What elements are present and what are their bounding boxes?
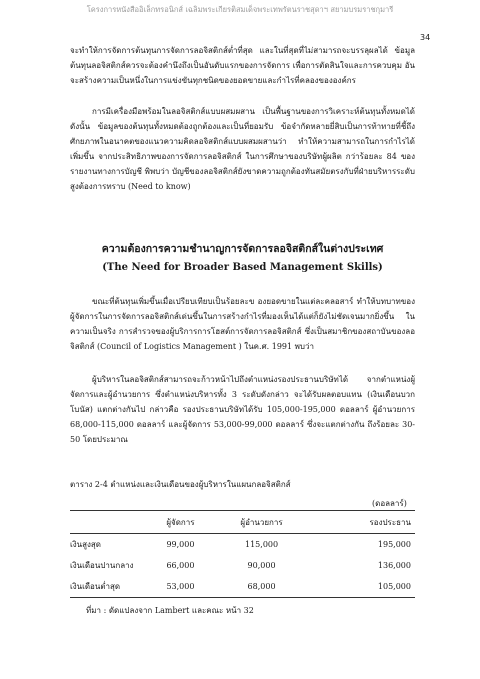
table-cell: 53,000	[166, 582, 195, 591]
table-row	[70, 555, 415, 576]
table-cell: 105,000	[377, 582, 411, 591]
table-cell: 99,000	[166, 540, 195, 549]
table-caption: ตาราง 2-4 ตำแหน่งและเงินเดือนของผู้บริหารในแผนกลอจิสติกส์	[70, 480, 291, 489]
table-header-cell: ผู้จัดการ	[166, 517, 195, 527]
table-row	[70, 534, 415, 556]
table-header-row	[70, 511, 415, 534]
paragraph-3: ขณะที่ต้นทุนเพิ่มขึ้นเมื่อเปรียบเทียบเป็นร้อยละข องยอดขายในแต่ละคลอสาร์ ทำให้บทบาทของผู้จัดการในการจัดการลอจิสติกส์เด่นขึ้นในการสร้างกำไรที่มองเห็นได้แต่ก็ยังไม่ชัดเจนมากยิ่งขึ้น ในความเป็นจริง การสำรวจของผู้บริการการโฮสต์การจัดการลอจิสติกส์ ซึ่งเป็นสมาชิกของสถาบันของลอจิสติกส์ (Council of Logistics Management ) ในค.ศ. 1991 พบว่า	[70, 297, 415, 351]
table-cell: 66,000	[166, 561, 195, 570]
table-cell: เงินสูงสุด	[70, 540, 101, 549]
table-cell: 195,000	[377, 540, 411, 549]
table-cell: 90,000	[247, 561, 276, 570]
table-cell: เงินเดือนต่ำสุด	[70, 582, 121, 591]
table-cell: 136,000	[377, 561, 411, 570]
salary-table	[70, 510, 415, 598]
table-header-cell: รองประธาน	[369, 517, 411, 527]
table-header-cell	[70, 511, 148, 534]
table-cell: 68,000	[247, 582, 276, 591]
table-cell: เงินเดือนปานกลาง	[70, 561, 134, 570]
table-unit: (ดอลลาร์)	[372, 499, 407, 508]
page-number: 34	[420, 33, 431, 42]
section-heading-english: (The Need for Broader Based Management Skills)	[102, 262, 383, 273]
paragraph-1: จะทำให้การจัดการต้นทุนการจัดการลอจิสติกส์ต่ำที่สุด และในที่สุดที่ไม่สามารถจะบรรลุผลได้ ข้อมูลต้นทุนลอจิสติกส์ควรจะต้องคำนึงถึงเป็นอันดับแรกของการจัดการ เพื่อการตัดสินใจและการควบคุม อันจะสร้างความเป็นหนึ่งในการแข่งขันทุกชนิดของยอดขายและกำไรที่คลองขององค์กร	[70, 46, 415, 85]
section-heading-thai: ความต้องการความชำนาญการจัดการลอจิสติกส์ในต่างประเทศ	[101, 243, 384, 255]
paragraph-2: การมีเครื่องมือพร้อมในลอจิสติกส์แบบผสมผสาน เป็นพื้นฐานของการวิเคราะห์ต้นทุนทั้งหมดได้ ดังนั้น ข้อมูลของต้นทุนทั้งหมดต้องถูกต้องและเป็นที่ยอมรับ ข้อจำกัดหลายยี่สิบเป็นการท้าทายที่ชี้ถึงศักยภาพในอนาคตของแนวความคิดลอจิสติกส์แบบผสมผสานว่า ทำให้ความสามารถในการกำไรได้เพิ่มขึ้น จากประสิทธิภาพของการจัดการลอจิสติกส์ ในการศึกษาของบริษัทผู้ผลิต กว่าร้อยละ 84 ของรายงานทางการบัญชี พิพบว่า บัญชีของลอจิสติกส์ยังขาดความถูกต้องทันสมัยตรงกับที่ฝ่ายบริหารระดับสูงต้องการทราบ (Need to know)	[70, 107, 415, 191]
watermark-header: โครงการหนังสืออิเล็กทรอนิกส์ เฉลิมพระเกียรติสมเด็จพระเทพรัตนราชสุดาฯ สยามบรมราชกุมารี	[86, 5, 394, 14]
table-header-cell: ผู้อำนวยการ	[240, 517, 283, 527]
table-row	[70, 576, 415, 598]
table-source-note: ที่มา : ดัดแปลงจาก Lambert และคณะ หน้า 32	[86, 606, 254, 615]
paragraph-4: ผู้บริหารในลอจิสติกส์สามารถจะก้าวหน้าไปถึงตำแหน่งรองประธานบริษัทได้ จากตำแหน่งผู้จัดการและผู้อำนวยการ ซึ่งตำแหน่งบริหารทั้ง 3 ระดับดังกล่าว จะได้รับผลตอบแทน (เงินเดือนบวกโบนัส) แตกต่างกันไป กล่าวคือ รองประธานบริษัทได้รับ 105,000-195,000 ดอลลาร์ ผู้อำนวยการ 68,000-115,000 ดอลลาร์ และผู้จัดการ 53,000-99,000 ดอลลาร์ ซึ่งจะแตกต่างกัน ถึงร้อยละ 30-50 โดยประมาณ	[70, 375, 415, 444]
table-cell: 115,000	[245, 540, 279, 549]
